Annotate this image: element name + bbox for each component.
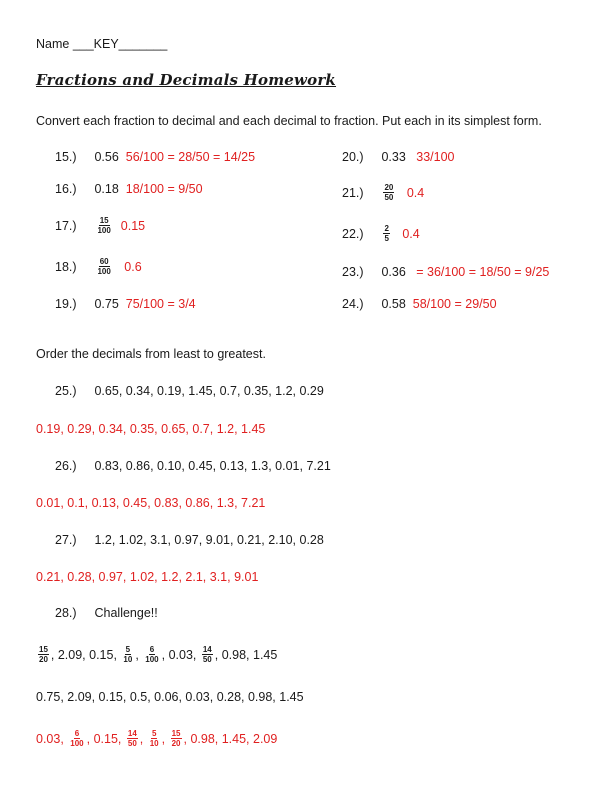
name-line: Name ___KEY_______ bbox=[36, 37, 168, 51]
problem-number: 20.) bbox=[342, 150, 364, 164]
given-fraction: $\frac{60}{100}$ bbox=[97, 257, 111, 276]
answer: 18/100 = 9/50 bbox=[125, 182, 203, 196]
problem-number: 18.) bbox=[55, 259, 77, 274]
challenge-decimal-list: 0.75, 2.09, 0.15, 0.5, 0.06, 0.03, 0.28, 0.98, 1.45 bbox=[36, 690, 304, 704]
problem-number: 17.) bbox=[55, 218, 77, 233]
problem-16 bbox=[55, 182, 203, 196]
fraction: $\frac{15}{20}$ bbox=[171, 729, 181, 748]
fraction: $\frac{14}{50}$ bbox=[202, 645, 212, 664]
answer: 58/100 = 29/50 bbox=[412, 297, 497, 311]
fraction: $\frac{6}{100}$ bbox=[145, 645, 159, 664]
problem-26 bbox=[55, 459, 331, 473]
problem-17 bbox=[55, 217, 145, 236]
problem-24 bbox=[342, 297, 497, 311]
given-value: 0.36 bbox=[381, 265, 406, 279]
problem-number: 15.) bbox=[55, 150, 77, 164]
answer: 0.6 bbox=[124, 259, 142, 274]
given-fraction: $\frac{2}{5}$ bbox=[384, 224, 389, 243]
answer: 0.4 bbox=[406, 185, 425, 200]
given-value: 0.75 bbox=[94, 297, 119, 311]
fraction: $\frac{15}{20}$ bbox=[39, 645, 48, 664]
challenge-given-list: $\frac{15}{20}$ , 2.09, 0.15, $\frac{5}{10}$ , $\frac{6}{100}$ , 0.03, $\frac{14}{50}$ , 0.98, 1.45 bbox=[39, 645, 278, 664]
page-title: Fractions and Decimals Homework bbox=[36, 71, 337, 89]
given-value: 0.56 bbox=[94, 150, 119, 164]
problem-number: 24.) bbox=[342, 297, 364, 311]
challenge-label: Challenge!! bbox=[94, 606, 158, 620]
problem-number: 28.) bbox=[55, 606, 77, 620]
problem-23 bbox=[342, 265, 549, 279]
problem-25 bbox=[55, 384, 324, 398]
problem-number: 21.) bbox=[342, 185, 364, 200]
answer: 33/100 bbox=[416, 150, 455, 164]
problem-27-answer: 0.21, 0.28, 0.97, 1.02, 1.2, 2.1, 3.1, 9.01 bbox=[36, 570, 259, 584]
decimal-list: 0.83, 0.86, 0.10, 0.45, 0.13, 1.3, 0.01, 7.21 bbox=[94, 459, 331, 473]
given-value: 0.33 bbox=[381, 150, 406, 164]
answer: = 36/100 = 18/50 = 9/25 bbox=[416, 265, 550, 279]
given-fraction: $\frac{20}{50}$ bbox=[384, 183, 394, 202]
answer: 56/100 = 28/50 = 14/25 bbox=[125, 150, 256, 164]
problem-20 bbox=[342, 150, 454, 164]
problem-26-answer: 0.01, 0.1, 0.13, 0.45, 0.83, 0.86, 1.3, 7.21 bbox=[36, 496, 266, 510]
problem-28 bbox=[55, 606, 158, 620]
problem-number: 22.) bbox=[342, 226, 364, 241]
fraction: $\frac{6}{100}$ bbox=[70, 729, 84, 748]
given-value: 0.18 bbox=[94, 182, 119, 196]
challenge-answer: 0.03, $\frac{6}{100}$ , 0.15, $\frac{14}{50}$ , $\frac{5}{10}$ , $\frac{15}{20}$ , 0.98, 1.45, 2.09 bbox=[36, 729, 278, 748]
decimal-list: 0.65, 0.34, 0.19, 1.45, 0.7, 0.35, 1.2, 0.29 bbox=[94, 384, 324, 398]
problem-number: 16.) bbox=[55, 182, 77, 196]
problem-number: 19.) bbox=[55, 297, 77, 311]
problem-number: 25.) bbox=[55, 384, 77, 398]
ordering-instructions: Order the decimals from least to greatest. bbox=[36, 347, 266, 361]
conversion-instructions: Convert each fraction to decimal and each decimal to fraction. Put each in its simplest form. bbox=[36, 114, 542, 128]
problem-21 bbox=[342, 184, 424, 203]
problem-number: 26.) bbox=[55, 459, 77, 473]
decimal-list: 1.2, 1.02, 3.1, 0.97, 9.01, 0.21, 2.10, 0.28 bbox=[94, 533, 324, 547]
problem-19 bbox=[55, 297, 196, 311]
problem-15 bbox=[55, 150, 255, 164]
fraction: $\frac{5}{10}$ bbox=[123, 645, 133, 664]
problem-18 bbox=[55, 258, 142, 277]
given-value: 0.58 bbox=[381, 297, 406, 311]
problem-25-answer: 0.19, 0.29, 0.34, 0.35, 0.65, 0.7, 1.2, 1.45 bbox=[36, 422, 266, 436]
answer: 0.15 bbox=[120, 218, 146, 233]
problem-number: 27.) bbox=[55, 533, 77, 547]
problem-number: 23.) bbox=[342, 265, 364, 279]
fraction: $\frac{5}{10}$ bbox=[149, 729, 159, 748]
answer: 75/100 = 3/4 bbox=[125, 297, 196, 311]
given-fraction: $\frac{15}{100}$ bbox=[97, 216, 111, 235]
answer: 0.4 bbox=[402, 226, 420, 241]
problem-27 bbox=[55, 533, 324, 547]
fraction: $\frac{14}{50}$ bbox=[127, 729, 137, 748]
problem-22 bbox=[342, 225, 420, 244]
